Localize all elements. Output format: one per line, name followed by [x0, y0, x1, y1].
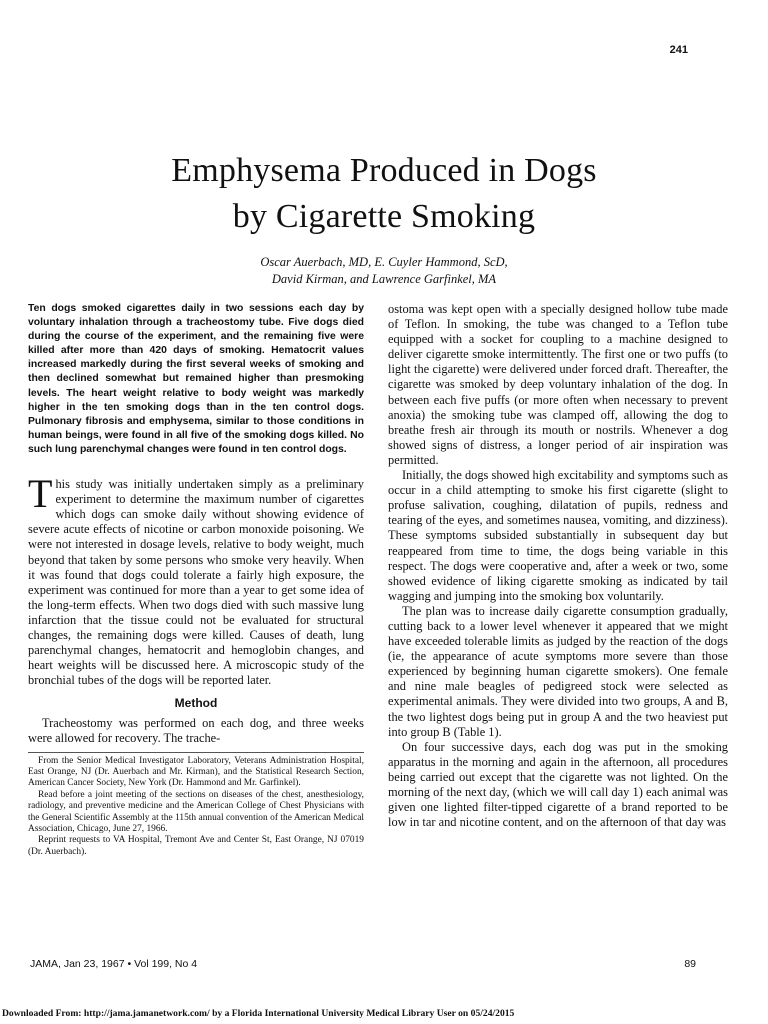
author-list: [0, 254, 768, 288]
download-notice: Downloaded From: http://jama.jamanetwork.com/ by a Florida International University Medical Library User on 05/24/2015: [2, 1008, 515, 1019]
author-line-2: David Kirman, and Lawrence Garfinkel, MA: [271, 272, 497, 286]
footnotes: [28, 752, 364, 859]
footnote-reprints: Reprint requests to VA Hospital, Tremont Ave and Center St, East Orange, NJ 07019 (Dr. Auerbach).: [28, 835, 364, 857]
abstract: Ten dogs smoked cigarettes daily in two sessions each day by voluntary inhalation through a tracheostomy tube. Five dogs died during the course of the experiment, and the remaining five were killed after more than 420 days of smoking. Hematocrit values increased markedly during the first several weeks of smoking and then declined somewhat but remained higher than presmoking levels. The heart weight relative to body weight was markedly higher in the ten smoking dogs than in the ten control dogs. Pulmonary fibrosis and emphysema, similar to those conditions in human beings, were found in all five of the smoking dogs killed. No such lung parenchymal changes were found in ten control dogs.: [28, 303, 364, 455]
body-paragraph: Initially, the dogs showed high excitability and symptoms such as occur in a child attempting to smoke his first cigarette (slight to profuse salivation, coughing, dilatation of pupils, redness and tearing of the eyes, and sometimes nausea, vomiting, and dizziness). These symptoms subsided substantially in subsequent day but reappeared from time to time, the dogs being variable in this respect. The dogs were cooperative and, after a week or two, some showed evidence of liking cigarette smoking as indicated by tail wagging and jumping into the smoking box voluntarily.: [388, 468, 728, 603]
left-column: [28, 302, 364, 858]
author-line-1: Oscar Auerbach, MD, E. Cuyler Hammond, ScD,: [260, 255, 508, 269]
section-heading-method: Method: [174, 696, 218, 711]
article-header: [0, 148, 768, 288]
journal-page-number: 89: [684, 958, 696, 970]
footnote-meeting: Read before a joint meeting of the sections on diseases of the chest, anesthesiology, radiology, and preventive medicine and the American College of Chest Physicians with the General Scientific Assembly at the 115th annual convention of the American Medical Association, Chicago, June 27, 1966.: [28, 789, 364, 834]
intro-paragraph: This study was initially undertaken simply as a preliminary experiment to determine the maximum number of cigarettes which dogs can smoke daily without showing evidence of severe acute effects of nicotine or carbon monoxide poisoning. We were not interested in dosage levels, relative to body weight, much beyond that taken by some persons who smoke very heavily. When it was found that dogs could tolerate a fairly high exposure, the experiment was continued for more than a year to get some idea of the long-term effects. When two dogs died with such massive lung infarction that the tissue could not be evaluated for structural changes, the remaining dogs were killed. Causes of death, lung parenchymal changes, hematocrit and hemoglobin changes, and heart weights will be discussed here. A microscopic study of the bronchial tubes of the dogs will be reported later.: [28, 471, 364, 688]
right-column: [388, 302, 728, 830]
body-paragraph: The plan was to increase daily cigarette consumption gradually, cutting back to a lower level whenever it appeared that we might have exceeded tolerable limits as judged by the reaction of the dogs (ie, the appearance of acute symptoms more severe than those experienced by beginning human cigarette smokers). One female and nine male beagles of pedigreed stock were selected as experimental animals. They were divided into two groups, A and B, the two lightest dogs being put in group A and the two heaviest put into group B (Table 1).: [388, 603, 728, 739]
body-paragraph: ostoma was kept open with a specially designed hollow tube made of Teflon. In smoking, the tube was changed to a Teflon tube equipped with a socket for coupling to a machine designed to deliver cigarette smoke intermittently. The first one or two puffs (to light the cigarette) were delivered under forced draft. Thereafter, the cigarette was smoked by deep voluntary inhalation of the dog. In between each five puffs (or more often when necessary to prevent anoxia) the smoking tube was clamped off, allowing the dog to breathe fresh air through its mouth or nostrils. Whenever a dog showed signs of distress, a longer period of air inspiration was permitted.: [388, 302, 728, 467]
article-title-line-1: Emphysema Produced in Dogs: [171, 152, 597, 189]
journal-citation: JAMA, Jan 23, 1967 • Vol 199, No 4: [30, 958, 198, 970]
body-paragraph: On four successive days, each dog was put in the smoking apparatus in the morning and again in the afternoon, all procedures being carried out except that the cigarette was not lighted. On the morning of the next day, (which we will call day 1) each animal was given one lighted filter-tipped cigarette of a brand reported to be low in tar and nicotine content, and on the afternoon of that day was: [388, 739, 728, 830]
method-paragraph: Tracheostomy was performed on each dog, and three weeks were allowed for recovery. The trache-: [28, 716, 364, 746]
page-number: 241: [669, 44, 688, 56]
article-title-line-2: by Cigarette Smoking: [232, 198, 536, 235]
footnote-affiliation: From the Senior Medical Investigator Laboratory, Veterans Administration Hospital, East Orange, NJ (Dr. Auerbach and Mr. Kirman), and the Statistical Research Section, American Cancer Society, New York (Dr. Hammond and Mr. Garfinkel).: [28, 755, 364, 789]
